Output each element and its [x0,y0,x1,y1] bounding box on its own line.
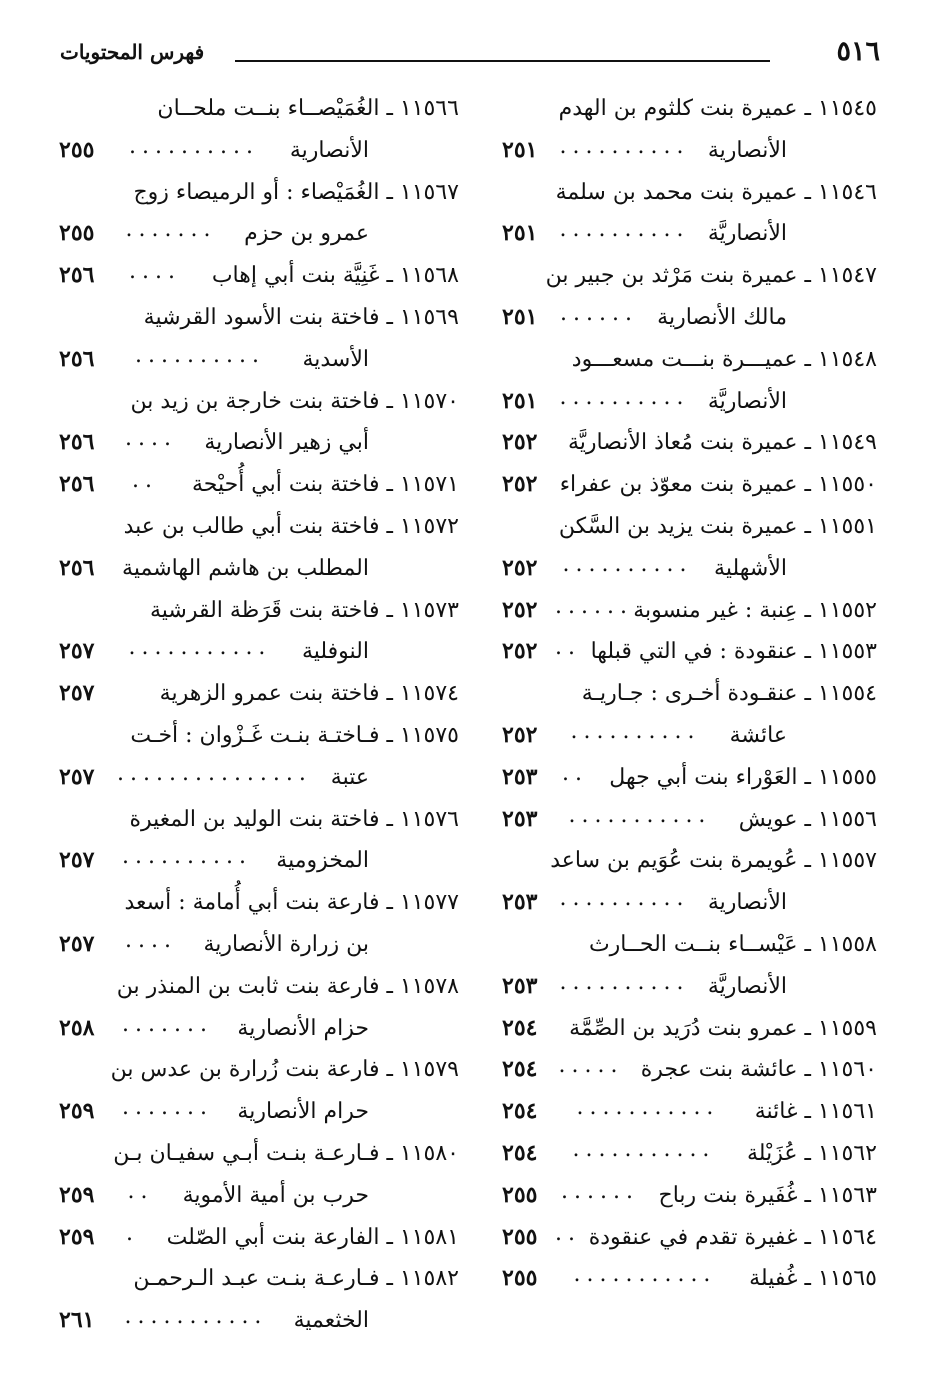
page-ref: ٢٥١ [502,387,538,414]
page-ref: ٢٥٦ [59,429,95,456]
toc-line [502,1217,877,1259]
entry-text: النوفلية [301,639,369,665]
page-ref: ٢٥٩ [59,1223,95,1250]
leader-dots: ........... [568,802,712,828]
entry-text: مالك الأنصارية [657,304,787,330]
page-ref: ٢٥٩ [59,1098,95,1125]
entry-text: ١١٥٧١ ـ فاختة بنت أبي أُحيْحة [191,472,459,498]
leader-dots: .. [555,635,581,661]
leader-dots: ....... [122,1011,213,1037]
leader-dots: ........... [573,1262,717,1288]
entry-text: ١١٥٦٢ ـ عُزَيْلة [747,1140,877,1166]
toc-line [59,88,459,130]
page-ref: ٢٥٧ [59,847,95,874]
page-header [60,36,880,76]
entry-text: ١١٥٥٧ ـ عُويمرة بنت عُوَيم بن ساعد [550,848,877,874]
leader-dots: .......... [559,217,690,243]
toc-line [502,840,877,882]
toc-line [502,172,877,214]
entry-text: عمرو بن حزم [244,221,369,247]
toc-line [502,464,877,506]
toc-line [502,1049,877,1091]
leader-dots: .. [127,1178,154,1204]
page-ref: ٢٥٥ [59,220,95,247]
entry-text: الأنصاريَّة [707,221,787,247]
leader-dots: .......... [129,133,259,159]
entry-text: ١١٥٤٦ ـ عميرة بنت محمد بن سلمة [555,179,877,205]
leader-dots: .......... [559,969,690,995]
page-ref: ٢٥٤ [502,1056,538,1083]
page-ref: ٢٥٨ [59,1014,95,1041]
leader-dots: .......... [559,384,690,410]
toc-line [502,88,877,130]
toc-line [59,673,459,715]
entry-text: ١١٥٧٧ ـ فارعة بنت أبي أُمامة : أسعد [124,890,459,916]
entry-text: ١١٥٧٣ ـ فاختة بنت قَرَظة القرشية [149,597,459,623]
entry-text: ١١٥٦٣ ـ غُفَيرة بنت رباح [658,1182,877,1208]
page-ref: ٢٥١ [502,303,538,330]
toc-line [502,339,877,381]
leader-dots: .......... [559,886,690,912]
toc-line [502,422,877,464]
leader-dots: ........... [572,1136,716,1162]
toc-line [59,1008,459,1050]
entry-text: ١١٥٥٢ ـ عِنبة : غير منسوبة [633,597,877,623]
entry-text: ١١٥٧٤ ـ فاختة بنت عمرو الزهرية [159,681,459,707]
toc-line [502,757,877,799]
leader-dots: ............... [117,760,312,786]
entry-text: ١١٥٥٣ ـ عنقودة : في التي قبلها [590,639,877,665]
entry-text: ١١٥٦٠ ـ عائشة بنت عجرة [640,1057,877,1083]
page-ref: ٢٥٣ [502,972,538,999]
leader-dots: ..... [558,1053,624,1079]
entry-text: ١١٥٦٦ ـ الغُمَيْصــاء بنــت ملحــان [157,96,459,121]
page-ref: ٢٥٤ [502,1098,538,1125]
leader-dots: ........... [124,1304,268,1330]
toc-line [502,715,877,757]
page-ref: ٢٥٦ [59,471,95,498]
entry-text: ١١٥٧٥ ـ فـاختـة بنـت غَـزْوان : أخـت [130,722,459,748]
leader-dots: ...... [560,300,638,326]
toc-line [59,213,459,255]
toc-line [59,255,459,297]
entry-text: ١١٥٥٠ ـ عميرة بنت معوّذ بن عفراء [559,472,877,498]
page-ref: ٢٥٣ [502,889,538,916]
page-ref: ٢٥٤ [502,1139,538,1166]
page-ref: ٢٥٥ [502,1223,538,1250]
page-ref: ٢٥٦ [59,554,95,581]
page-ref: ٢٥٢ [502,596,538,623]
entry-text: ١١٥٥٨ ـ عَيْســاء بنــت الحــارث [588,931,877,957]
entry-text: الأشهلية [714,555,787,581]
toc-line [502,1008,877,1050]
toc-line [59,840,459,882]
page-ref: ٢٥١ [502,136,538,163]
page-ref: ٢٥٧ [59,763,95,790]
toc-line [502,966,877,1008]
page-ref: ٢٥٢ [502,721,538,748]
toc-line [59,882,459,924]
leader-dots: .. [562,760,588,786]
leader-dots: ........... [576,1095,720,1121]
toc-line [502,548,877,590]
entry-text: أبي زهير الأنصارية [204,430,369,456]
page-ref: ٢٥٣ [502,763,538,790]
toc-line [59,715,459,757]
entry-text: الأسدية [302,346,369,372]
toc-line [59,631,459,673]
entry-text: ١١٥٦٨ ـ غَنِيَّة بنت أبي إهاب [211,263,459,289]
toc-line [59,924,459,966]
page-number: ٥١٦ [836,36,880,67]
entry-text: حزام الأنصارية [237,1015,369,1041]
leader-dots: .... [125,927,177,953]
page-ref: ٢٥٣ [502,805,538,832]
toc-line [59,1049,459,1091]
page-ref: ٢٥٢ [502,429,538,456]
toc-line [59,799,459,841]
leader-dots: .......... [122,844,252,870]
leader-dots: ....... [122,1095,213,1121]
leader-dots: .. [132,468,158,494]
leader-dots: ...... [561,1178,639,1204]
entry-text: ١١٥٥٦ ـ عويش [738,806,877,832]
entry-text: الخثعمية [293,1308,369,1334]
toc-line [59,422,459,464]
toc-line [502,1175,877,1217]
entry-text: ١١٥٥٤ ـ عنقـودة أخـرى : جـاريـة [581,681,877,707]
leader-dots: .... [125,426,177,452]
entry-text: ١١٥٨١ ـ الفارعة بنت أبي الصّلت [166,1224,459,1250]
page-ref: ٢٥٦ [59,345,95,372]
entry-text: ١١٥٥٩ ـ عمرو بنت دُرَيد بن الصِّمَّة [569,1015,877,1041]
page-ref: ٢٥٥ [502,1181,538,1208]
entry-text: المطلب بن هاشم الهاشمية [122,555,369,581]
entry-text: ١١٥٨٢ ـ فـارعـة بنـت عبـد الـرحمـن [133,1266,459,1292]
entry-text: عتبة [330,764,369,790]
entry-text: ١١٥٦٥ ـ غُفيلة [749,1266,877,1292]
entry-text: ١١٥٥٥ ـ العَوْراء بنت أبي جهل [609,764,877,790]
entry-text: الأنصارية [707,890,787,916]
page-ref: ٢٥٧ [59,638,95,665]
toc-line [502,1091,877,1133]
toc-line [502,506,877,548]
header-rule [235,60,770,62]
entry-text: ١١٥٤٩ ـ عميرة بنت مُعاذ الأنصاريَّة [567,430,877,456]
leader-dots: ........... [128,635,272,661]
entry-text: ١١٥٨٠ ـ فـارعـة بنـت أبـي سفيـان بـن [113,1140,459,1166]
toc-line [502,1133,877,1175]
toc-line [59,1217,459,1259]
entry-text: ١١٥٧٨ ـ فارعة بنت ثابت بن المنذر بن [116,973,459,999]
entry-text: ١١٥٤٧ ـ عميرة بنت مَرْثد بن جبير بن [545,263,877,289]
toc-line [502,882,877,924]
page-ref: ٢٥٢ [502,471,538,498]
page-ref: ٢٥٥ [59,136,95,163]
leader-dots: .......... [135,342,265,368]
toc-line [59,757,459,799]
entry-text: ١١٥٧٦ ـ فاختة بنت الوليد بن المغيرة [129,806,459,832]
toc-line [502,673,877,715]
toc-line [502,799,877,841]
toc-line [59,1175,459,1217]
toc-line [502,631,877,673]
toc-line [502,1258,877,1300]
toc-line [502,213,877,255]
leader-dots: .... [129,259,181,285]
page-ref: ٢٥٦ [59,262,95,289]
entry-text: ١١٥٦١ ـ غائنة [754,1099,877,1125]
page-ref: ٢٥٧ [59,930,95,957]
toc-line [59,339,459,381]
entry-text: ١١٥٦٧ ـ الغُمَيْصاء : أو الرميصاء زوج [133,179,459,205]
toc-line [59,381,459,423]
toc-line [59,1300,459,1342]
contents-column-left [59,88,459,1342]
entry-text: المخزومية [276,848,369,874]
leader-dots: .. [555,1220,581,1246]
toc-line [59,1091,459,1133]
entry-text: الأنصاريَّة [707,388,787,414]
page-ref: ٢٦١ [59,1307,95,1334]
entry-text: ١١٥٦٤ ـ غفيرة تقدم في عنقودة [588,1224,877,1250]
page-ref: ٢٥٤ [502,1014,538,1041]
entry-text: الأنصاريَّة [707,973,787,999]
toc-line [59,172,459,214]
entry-text: حرب بن أمية الأموية [182,1182,369,1208]
entry-text: ١١٥٧٢ ـ فاختة بنت أبي طالب بن عبد [123,513,459,539]
contents-column-right [502,88,877,1300]
page-ref: ٢٥٢ [502,638,538,665]
page-ref: ٢٥٢ [502,554,538,581]
leader-dots: . [126,1220,139,1246]
entry-text: ١١٥٤٥ ـ عميرة بنت كلثوم بن الهدم [558,96,877,121]
toc-line [59,506,459,548]
toc-line [59,464,459,506]
toc-line [59,966,459,1008]
toc-line [59,1258,459,1300]
toc-line [502,590,877,632]
entry-text: ١١٥٦٩ ـ فاختة بنت الأسود القرشية [143,304,459,330]
entry-text: حرام الأنصارية [237,1099,369,1125]
entry-text: الأنصارية [289,137,369,163]
page-ref: ٢٥٩ [59,1181,95,1208]
leader-dots: ...... [555,593,633,619]
leader-dots: .......... [570,718,701,744]
toc-line [59,590,459,632]
header-title: فهرس المحتويات [60,40,205,64]
toc-line [502,924,877,966]
toc-line [502,297,877,339]
page-ref: ٢٥١ [502,220,538,247]
page-ref: ٢٥٥ [502,1265,538,1292]
entry-text: عائشة [729,722,787,748]
toc-line [502,255,877,297]
leader-dots: .......... [559,133,690,159]
entry-text: ١١٥٥١ ـ عميرة بنت يزيد بن السَّكن [558,513,877,539]
page-ref: ٢٥٧ [59,680,95,707]
toc-line [59,297,459,339]
toc-line [502,381,877,423]
toc-line [59,130,459,172]
toc-line [59,1133,459,1175]
entry-text: ١١٥٧٠ ـ فاختة بنت خارجة بن زيد بن [130,388,459,414]
toc-line [502,130,877,172]
entry-text: الأنصارية [707,137,787,163]
leader-dots: .......... [562,551,693,577]
entry-text: ١١٥٤٨ ـ عميـــرة بنـــت مسعـــود [571,346,877,372]
toc-line [59,548,459,590]
entry-text: ١١٥٧٩ ـ فارعة بنت زُرارة بن عدس بن [110,1057,459,1083]
leader-dots: ....... [125,217,217,243]
entry-text: بن زرارة الأنصارية [203,931,369,957]
